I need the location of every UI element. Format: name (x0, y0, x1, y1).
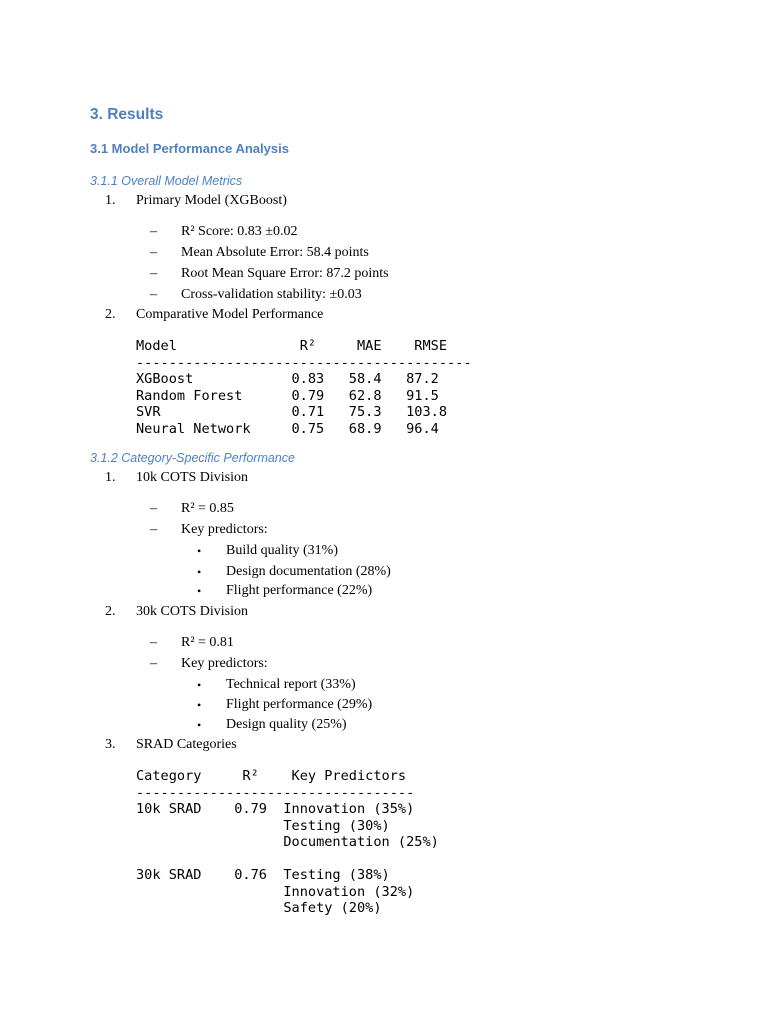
bullet-marker: • (197, 584, 202, 598)
table-cell: 0.83 (291, 371, 349, 387)
predictor-item: Design documentation (28%) (226, 564, 391, 579)
table-header-cell: R² (242, 768, 292, 784)
table-cell: Innovation (32%) (283, 883, 415, 900)
table-cell: Neural Network (136, 420, 292, 437)
bullet-marker: • (197, 565, 202, 579)
table-cell: Innovation (35%) (283, 801, 415, 817)
table-header-cell: Key Predictors (291, 768, 407, 784)
metric-mae: Mean Absolute Error: 58.4 points (181, 245, 369, 260)
srad-table (136, 768, 439, 917)
predictor-item: Build quality (31%) (226, 543, 338, 558)
list-number: 1. (105, 470, 116, 485)
table-cell: 0.71 (291, 404, 349, 420)
metric-rmse: Root Mean Square Error: 87.2 points (181, 266, 389, 281)
comparison-table (136, 338, 472, 437)
cots-10k-predictors-label: Key predictors: (181, 522, 268, 537)
list-number: 2. (105, 307, 116, 322)
table-cell: 75.3 (348, 404, 407, 420)
table-cell: Random Forest (136, 387, 292, 404)
table-cell: SVR (136, 404, 292, 420)
table-cell: 68.9 (348, 420, 407, 437)
list-number: 3. (105, 737, 116, 752)
srad-label: SRAD Categories (136, 737, 237, 752)
table-cell: 0.75 (291, 420, 349, 437)
table-cell: 91.5 (406, 387, 439, 404)
table-cell: 0.79 (291, 387, 349, 404)
heading-overall-metrics: 3.1.1 Overall Model Metrics (90, 174, 243, 188)
table-cell: 58.4 (348, 371, 407, 387)
predictor-item: Technical report (33%) (226, 677, 356, 692)
cots-10k-label: 10k COTS Division (136, 470, 249, 485)
dash-marker: – (150, 656, 157, 671)
table-cell: Testing (30%) (283, 817, 390, 834)
heading-category-performance: 3.1.2 Category-Specific Performance (90, 451, 295, 465)
dash-marker: – (150, 501, 157, 516)
cots-30k-label: 30k COTS Division (136, 604, 249, 619)
comparative-label: Comparative Model Performance (136, 307, 324, 322)
table-header-cell: Model (136, 338, 300, 354)
metric-cv-stability: Cross-validation stability: ±0.03 (181, 287, 362, 302)
table-cell: 103.8 (406, 404, 448, 420)
table-cell: XGBoost (136, 371, 292, 387)
bullet-marker: • (197, 718, 202, 732)
dash-marker: – (150, 522, 157, 537)
primary-model-label: Primary Model (XGBoost) (136, 193, 287, 208)
dash-marker: – (150, 287, 157, 302)
bullet-marker: • (197, 678, 202, 692)
cots-30k-r2: R² = 0.81 (181, 635, 234, 650)
table-cell: Testing (38%) (283, 867, 390, 883)
table-header-cell: Category (136, 768, 243, 784)
table-cell: 0.79 (234, 801, 284, 817)
table-cell: 0.76 (234, 867, 284, 883)
table-cell: 62.8 (348, 387, 407, 404)
metric-r2: R² Score: 0.83 ±0.02 (181, 224, 298, 239)
table-header-cell: R² (299, 338, 357, 354)
table-header-cell: MAE (356, 338, 415, 354)
dash-marker: – (150, 245, 157, 260)
table-cell: 96.4 (406, 420, 439, 437)
list-number: 2. (105, 604, 116, 619)
bullet-marker: • (197, 698, 202, 712)
table-divider: ---------------------------------- (136, 784, 415, 801)
dash-marker: – (150, 224, 157, 239)
heading-model-performance: 3.1 Model Performance Analysis (90, 141, 289, 156)
cots-10k-r2: R² = 0.85 (181, 501, 234, 516)
predictor-item: Design quality (25%) (226, 717, 347, 732)
cots-30k-predictors-label: Key predictors: (181, 656, 268, 671)
list-number: 1. (105, 193, 116, 208)
table-header-cell: RMSE (414, 338, 448, 354)
table-cell: 30k SRAD (136, 867, 235, 883)
bullet-marker: • (197, 544, 202, 558)
table-cell: Documentation (25%) (283, 834, 439, 850)
heading-results: 3. Results (90, 106, 164, 123)
table-cell: Safety (20%) (283, 900, 382, 916)
table-divider: ----------------------------------------- (136, 354, 472, 371)
table-cell: 10k SRAD (136, 801, 235, 817)
dash-marker: – (150, 266, 157, 281)
table-cell: 87.2 (406, 371, 439, 387)
predictor-item: Flight performance (29%) (226, 697, 373, 712)
predictor-item: Flight performance (22%) (226, 583, 373, 598)
dash-marker: – (150, 635, 157, 650)
